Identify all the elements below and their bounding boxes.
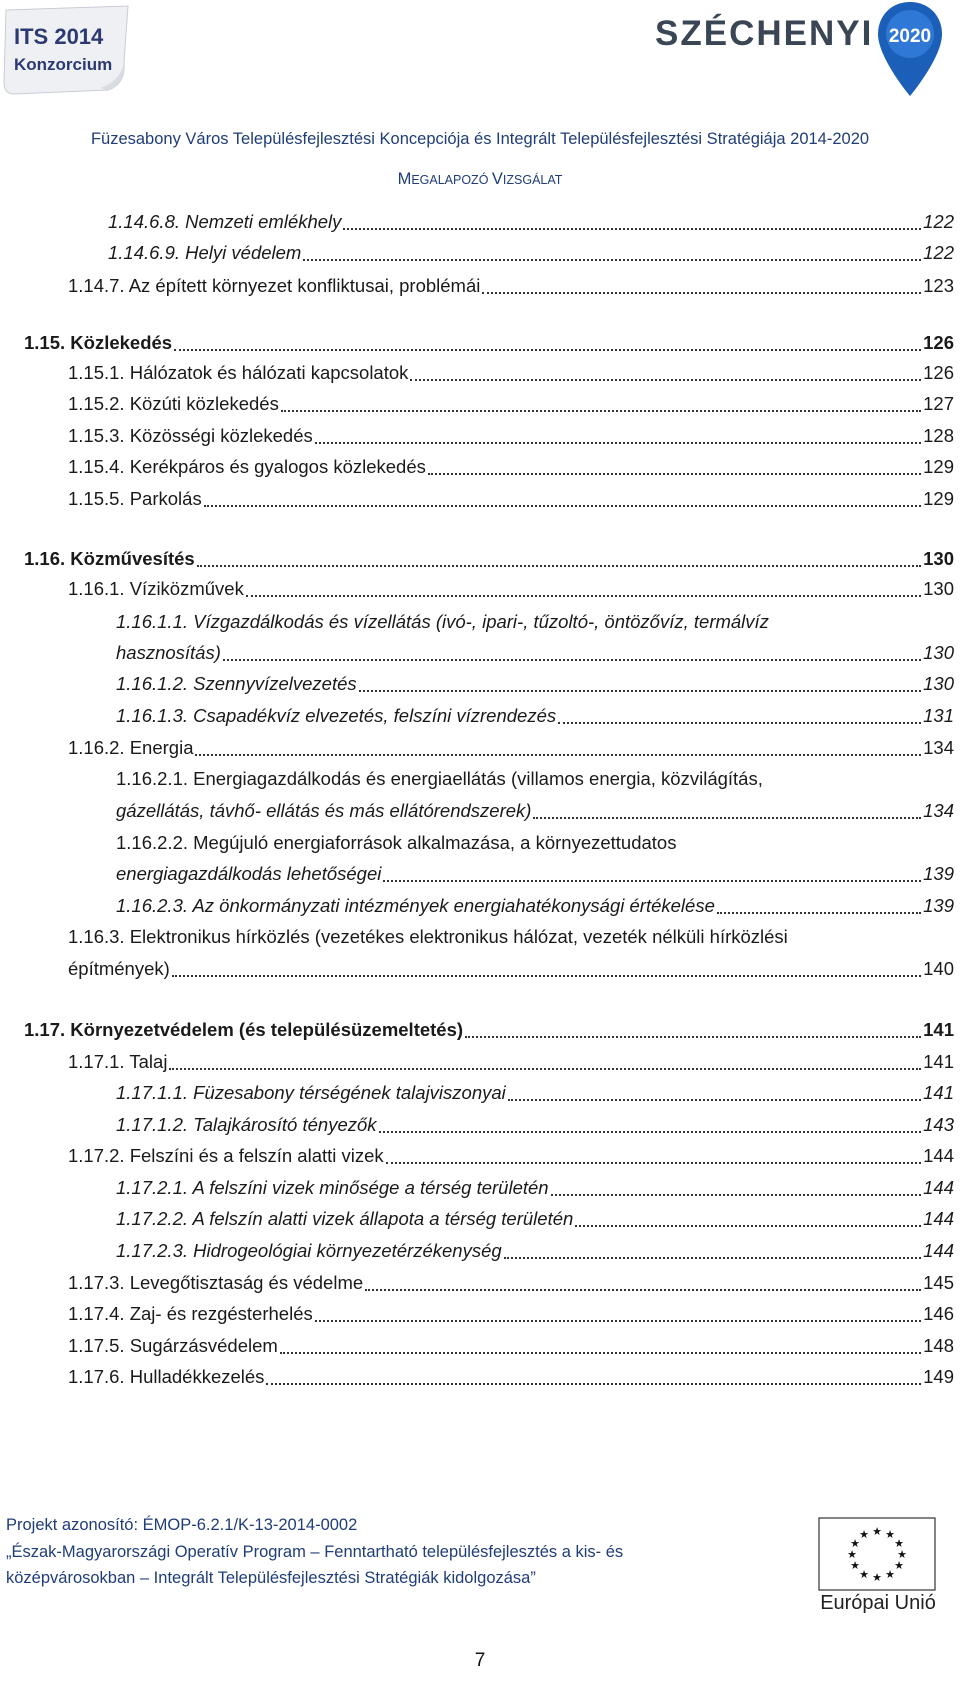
project-id: Projekt azonosító: ÉMOP-6.2.1/K-13-2014-0002 (6, 1516, 358, 1534)
toc-entry[interactable]: hasznosítás) 130 (116, 642, 954, 663)
svg-text:★: ★ (872, 1571, 882, 1584)
toc-entry[interactable]: 1.17.3. Levegőtisztaság és védelme 145 (68, 1272, 954, 1293)
svg-text:★: ★ (897, 1548, 907, 1561)
toc-section-heading[interactable]: 1.15. Közlekedés 126 (24, 332, 954, 353)
toc-entry[interactable]: 1.14.7. Az épített környezet konfliktusai, problémái 123 (68, 275, 954, 296)
szechenyi-word: SZÉCHENYI (655, 14, 874, 53)
toc-entry[interactable]: 1.17.5. Sugárzásvédelem 148 (68, 1335, 954, 1356)
toc-entry[interactable]: 1.15.1. Hálózatok és hálózati kapcsolatok 126 (68, 362, 954, 383)
toc-entry[interactable]: 1.16.1. Víziközművek 130 (68, 578, 954, 599)
toc-entry-first-line[interactable]: 1.16.1.1. Vízgazdálkodás és vízellátás (ivó-, ipari-, tűzoltó-, öntözővíz, termálvíz (116, 611, 769, 632)
eu-label: Európai Unió (820, 1592, 936, 1614)
program-line-2: középvárosokban – Integrált Településfejlesztési Stratégiák kidolgozása” (6, 1569, 536, 1587)
toc-section-heading[interactable]: 1.16. Közművesítés 130 (24, 548, 954, 569)
toc-entry[interactable]: 1.17.1.2. Talajkárosító tényezők 143 (116, 1114, 954, 1135)
svg-text:★: ★ (872, 1525, 882, 1538)
toc-entry[interactable]: 1.17.4. Zaj- és rezgésterhelés 146 (68, 1303, 954, 1324)
document-subtitle: MEGALAPOZÓ VIZSGÁLAT (397, 170, 563, 188)
toc-entry[interactable]: gázellátás, távhő- ellátás és más ellátórendszerek) 134 (116, 800, 954, 821)
its-logo-line1: ITS 2014 (14, 24, 104, 49)
szechenyi-year: 2020 (888, 26, 932, 47)
toc-entry[interactable]: 1.17.2.1. A felszíni vizek minősége a térség területén 144 (116, 1177, 954, 1198)
toc-entry[interactable]: 1.17.1.1. Füzesabony térségének talajviszonyai 141 (116, 1082, 954, 1103)
toc-entry-first-line[interactable]: 1.16.2.1. Energiagazdálkodás és energiaellátás (villamos energia, közvilágítás, (116, 768, 763, 789)
svg-text:★: ★ (885, 1528, 895, 1541)
toc-entry[interactable]: 1.16.2. Energia 134 (68, 737, 954, 758)
program-line-1: „Észak-Magyarországi Operatív Program – Fenntartható településfejlesztés a kis- és (6, 1543, 624, 1561)
svg-text:★: ★ (847, 1548, 857, 1561)
svg-text:★: ★ (850, 1559, 860, 1572)
toc-entry[interactable]: 1.15.5. Parkolás 129 (68, 488, 954, 509)
toc-entry[interactable]: 1.15.3. Közösségi közlekedés 128 (68, 425, 954, 446)
toc-entry[interactable]: 1.17.6. Hulladékkezelés 149 (68, 1366, 954, 1387)
toc-section-heading[interactable]: 1.17. Környezetvédelem (és településüzemeltetés) 141 (24, 1019, 954, 1040)
szechenyi-2020-logo (655, 0, 950, 100)
toc-entry[interactable]: 1.17.2.3. Hidrogeológiai környezetérzékenység 144 (116, 1240, 954, 1261)
toc-entry[interactable]: 1.17.1. Talaj 141 (68, 1051, 954, 1072)
its-logo-line2: Konzorcium (14, 55, 113, 74)
its-2014-logo (0, 2, 135, 97)
toc-entry[interactable]: 1.16.2.3. Az önkormányzati intézmények energiahatékonysági értékelése 139 (116, 895, 954, 916)
toc-entry[interactable]: 1.15.2. Közúti közlekedés 127 (68, 393, 954, 414)
svg-text:★: ★ (894, 1537, 904, 1550)
toc-entry[interactable]: energiagazdálkodás lehetőségei 139 (116, 863, 954, 884)
toc-entry[interactable]: építmények) 140 (68, 958, 954, 979)
location-pin-icon (875, 0, 945, 100)
toc-entry[interactable]: 1.14.6.9. Helyi védelem 122 (108, 242, 954, 263)
svg-text:★: ★ (885, 1568, 895, 1581)
document-title: Füzesabony Város Településfejlesztési Koncepciója és Integrált Településfejlesztési Stratégiája 2014-2020 (90, 130, 870, 148)
toc-entry-first-line[interactable]: 1.16.2.2. Megújuló energiaforrások alkalmazása, a környezettudatos (116, 832, 677, 853)
svg-text:★: ★ (859, 1568, 869, 1581)
svg-text:★: ★ (894, 1559, 904, 1572)
toc-entry[interactable]: 1.16.1.2. Szennyvízelvezetés 130 (116, 673, 954, 694)
toc-entry[interactable]: 1.17.2.2. A felszín alatti vizek állapota a térség területén 144 (116, 1208, 954, 1229)
toc-entry[interactable]: 1.14.6.8. Nemzeti emlékhely 122 (108, 211, 954, 232)
page-number: 7 (474, 1650, 486, 1671)
svg-text:★: ★ (859, 1528, 869, 1541)
toc-entry[interactable]: 1.17.2. Felszíni és a felszín alatti vizek 144 (68, 1145, 954, 1166)
toc-entry[interactable]: 1.15.4. Kerékpáros és gyalogos közlekedés 129 (68, 456, 954, 477)
svg-text:★: ★ (850, 1537, 860, 1550)
toc-entry[interactable]: 1.16.1.3. Csapadékvíz elvezetés, felszíni vízrendezés 131 (116, 705, 954, 726)
toc-entry-first-line[interactable]: 1.16.3. Elektronikus hírközlés (vezetékes elektronikus hálózat, vezeték nélküli hírközlési (68, 926, 788, 947)
